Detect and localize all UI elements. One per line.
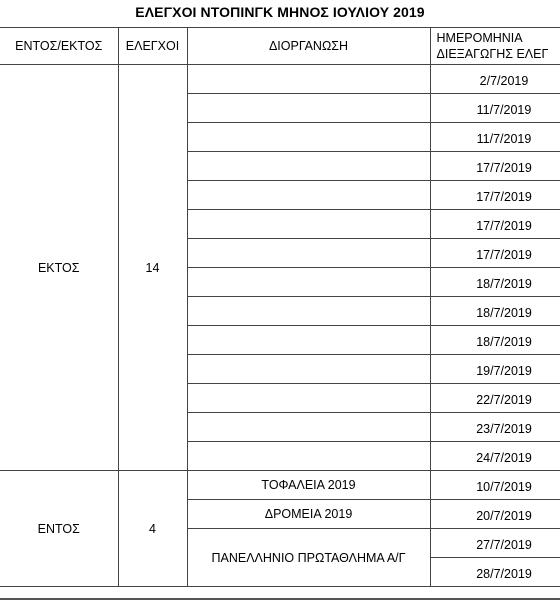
header-date-line1: ΗΜΕΡΟΜΗΝΙΑ: [436, 31, 523, 45]
date-cell: [430, 152, 560, 181]
date-text: 17/7/2019: [476, 190, 532, 204]
date-cell: [430, 239, 560, 268]
date-text: 11/7/2019: [476, 132, 532, 146]
date-cell: [430, 355, 560, 384]
table-body: [0, 65, 560, 587]
header-location: ΕΝΤΟΣ/ΕΚΤΟΣ: [0, 28, 118, 65]
header-date: [430, 28, 560, 65]
date-text: 20/7/2019: [476, 509, 532, 523]
date-text: 18/7/2019: [476, 335, 532, 349]
location-cell: ΕΚΤΟΣ: [0, 65, 118, 471]
organization-cell: [187, 297, 430, 326]
date-text: 2/7/2019: [479, 74, 529, 88]
table-row: [0, 65, 560, 94]
organization-cell: [187, 152, 430, 181]
date-cell: [430, 297, 560, 326]
date-cell: [430, 529, 560, 558]
organization-cell: ΤΟΦΑΛΕΙΑ 2019: [187, 471, 430, 500]
doping-controls-table: [0, 27, 560, 587]
date-text: 10/7/2019: [476, 480, 532, 494]
date-cell: [430, 268, 560, 297]
date-text: 19/7/2019: [476, 364, 532, 378]
organization-cell: [187, 413, 430, 442]
date-cell: [430, 471, 560, 500]
organization-cell: [187, 355, 430, 384]
organization-cell: [187, 94, 430, 123]
date-text: 22/7/2019: [476, 393, 532, 407]
date-text: 27/7/2019: [476, 538, 532, 552]
organization-cell: [187, 326, 430, 355]
header-organization: ΔΙΟΡΓΑΝΩΣΗ: [187, 28, 430, 65]
organization-cell: ΠΑΝΕΛΛΗΝΙΟ ΠΡΩΤΑΘΛΗΜΑ Α/Γ: [187, 529, 430, 587]
organization-cell: [187, 123, 430, 152]
date-cell: [430, 500, 560, 529]
header-row: [0, 28, 560, 65]
date-cell: [430, 442, 560, 471]
date-text: 11/7/2019: [476, 103, 532, 117]
date-text: 17/7/2019: [476, 161, 532, 175]
organization-cell: ΔΡΟΜΕΙΑ 2019: [187, 500, 430, 529]
organization-cell: [187, 442, 430, 471]
date-cell: [430, 94, 560, 123]
date-cell: [430, 123, 560, 152]
location-cell: ΕΝΤΟΣ: [0, 471, 118, 587]
organization-cell: [187, 268, 430, 297]
organization-cell: [187, 239, 430, 268]
date-cell: [430, 413, 560, 442]
header-controls: ΕΛΕΓΧΟΙ: [118, 28, 187, 65]
date-text: 23/7/2019: [476, 422, 532, 436]
date-text: 17/7/2019: [476, 248, 532, 262]
date-cell: [430, 210, 560, 239]
organization-cell: [187, 210, 430, 239]
date-cell: [430, 65, 560, 94]
date-text: 17/7/2019: [476, 219, 532, 233]
date-cell: [430, 326, 560, 355]
header-date-line2: ΔΙΕΞΑΓΩΓΗΣ ΕΛΕΓ: [436, 47, 549, 61]
organization-cell: [187, 65, 430, 94]
date-text: 18/7/2019: [476, 306, 532, 320]
organization-cell: [187, 181, 430, 210]
date-text: 28/7/2019: [476, 567, 532, 581]
date-text: 18/7/2019: [476, 277, 532, 291]
table-row: [0, 471, 560, 500]
page-title: ΕΛΕΓΧΟΙ ΝΤΟΠΙΝΓΚ ΜΗΝΟΣ ΙΟΥΛΙΟΥ 2019: [135, 4, 425, 20]
organization-cell: [187, 384, 430, 413]
controls-count-cell: 4: [118, 471, 187, 587]
date-cell: [430, 558, 560, 587]
date-cell: [430, 384, 560, 413]
controls-count-cell: 14: [118, 65, 187, 471]
date-text: 24/7/2019: [476, 451, 532, 465]
date-cell: [430, 181, 560, 210]
